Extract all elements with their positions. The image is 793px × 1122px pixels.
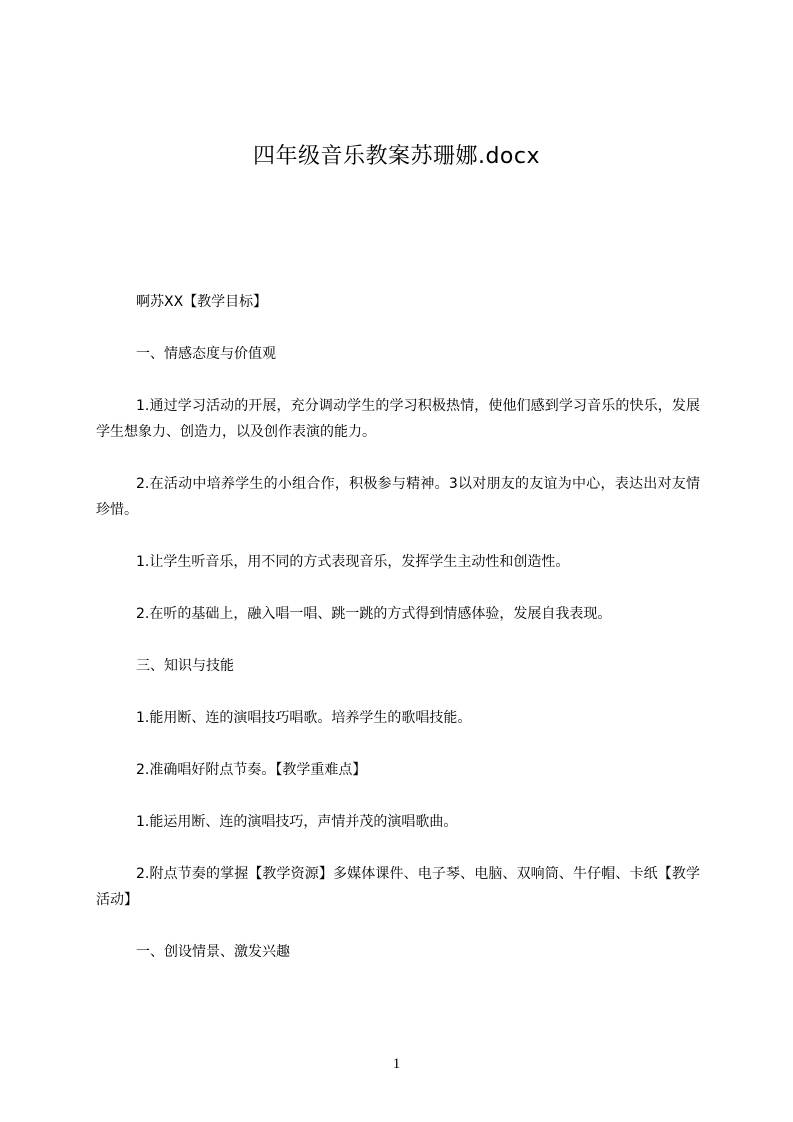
document-body — [96, 289, 700, 991]
document-title: 四年级音乐教案苏珊娜.docx — [252, 144, 541, 169]
paragraph-process-1: 1.让学生听音乐，用不同的方式表现音乐，发挥学生主动性和创造性。 — [136, 554, 570, 570]
heading-knowledge-skills: 三、知识与技能 — [136, 658, 234, 674]
heading-create-scene: 一、创设情景、激发兴趣 — [136, 944, 290, 960]
paragraph-goal-2: 2.在活动中培养学生的小组合作，积极参与精神。3以对朋友的友谊为中心，表达出对友情珍惜。 — [96, 476, 700, 518]
paragraph-skill-1: 1.能用断、连的演唱技巧唱歌。培养学生的歌唱技能。 — [136, 710, 472, 726]
paragraph-skill-2: 2.准确唱好附点节奏。【教学重难点】 — [136, 762, 367, 778]
paragraph-goal-1: 1.通过学习活动的开展，充分调动学生的学习积极热情，使他们感到学习音乐的快乐，发展学生想象力、创造力，以及创作表演的能力。 — [96, 398, 700, 440]
paragraph-keypoint-1: 1.能运用断、连的演唱技巧，声情并茂的演唱歌曲。 — [136, 814, 458, 830]
page-number: 1 — [392, 1056, 401, 1072]
heading-emotion-attitude: 一、情感态度与价值观 — [136, 346, 276, 362]
paragraph-teaching-goals: 啊苏XX【教学目标】 — [136, 294, 268, 310]
paragraph-process-2: 2.在听的基础上，融入唱一唱、跳一跳的方式得到情感体验，发展自我表现。 — [136, 606, 612, 622]
paragraph-keypoint-2: 2.附点节奏的掌握【教学资源】多媒体课件、电子琴、电脑、双响筒、牛仔帽、卡纸【教学活动】 — [96, 866, 700, 908]
